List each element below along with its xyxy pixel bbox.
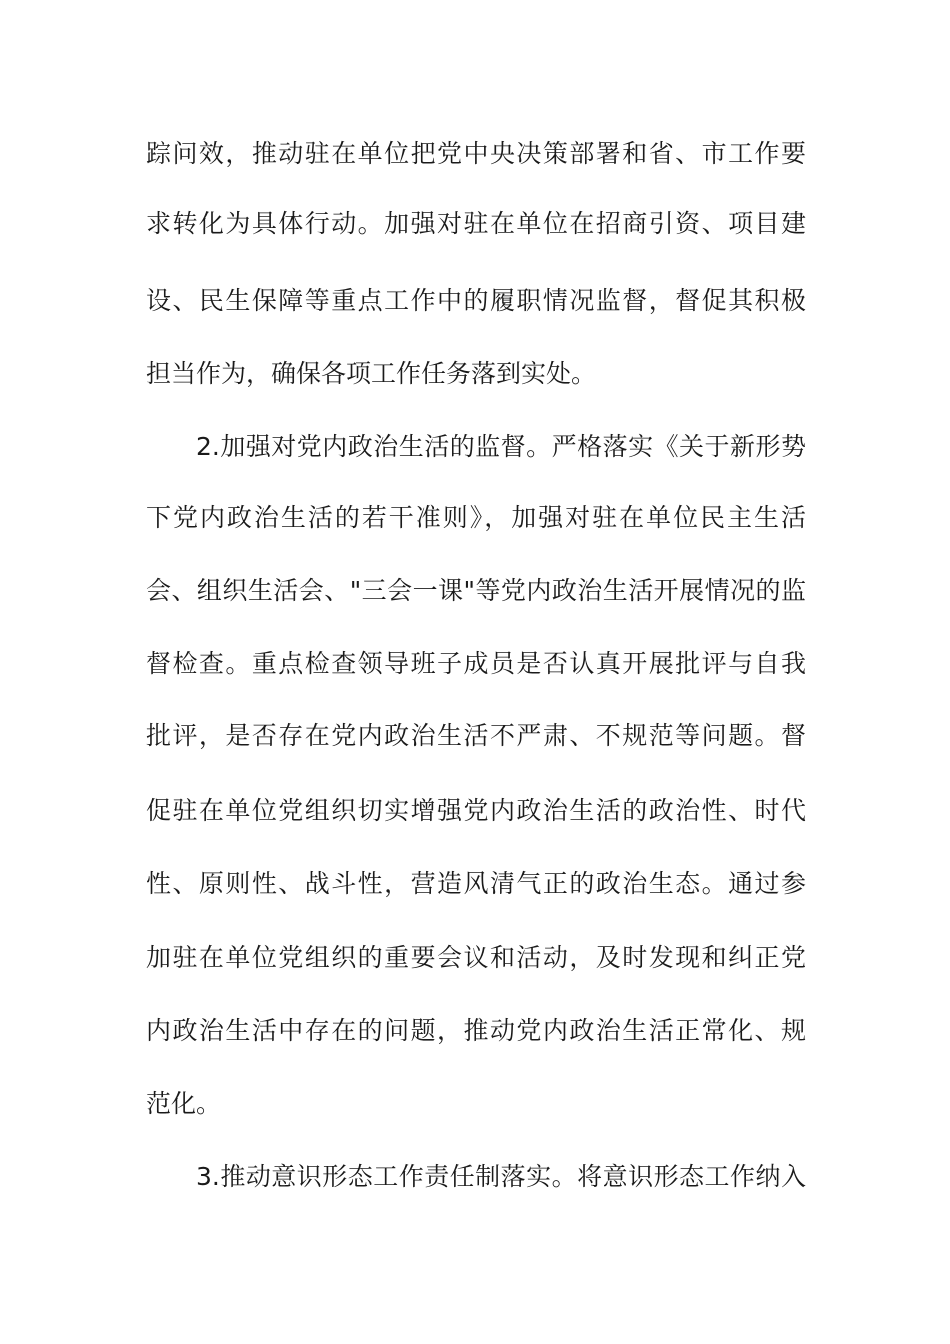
paragraph-2-first-line: 2.加强对党内政治生活的监督。严格落实《关于新形势 bbox=[196, 432, 806, 461]
text-line-3: 设、民生保障等重点工作中的履职情况监督，督促其积极 bbox=[146, 286, 806, 315]
text-line-7: 会、组织生活会、"三会一课"等党内政治生活开展情况的监 bbox=[146, 576, 806, 605]
text-line-4: 担当作为，确保各项工作任务落到实处。 bbox=[146, 359, 597, 388]
text-line-12: 加驻在单位党组织的重要会议和活动，及时发现和纠正党 bbox=[146, 943, 806, 972]
text-line-8: 督检查。重点检查领导班子成员是否认真开展批评与自我 bbox=[146, 649, 806, 678]
text-line-14: 范化。 bbox=[146, 1089, 222, 1118]
text-line-10: 促驻在单位党组织切实增强党内政治生活的政治性、时代 bbox=[146, 796, 806, 825]
text-line-11: 性、原则性、战斗性，营造风清气正的政治生态。通过参 bbox=[146, 869, 806, 898]
text-line-1: 踪问效，推动驻在单位把党中央决策部署和省、市工作要 bbox=[146, 139, 806, 168]
text-line-2: 求转化为具体行动。加强对驻在单位在招商引资、项目建 bbox=[146, 209, 806, 238]
text-line-13: 内政治生活中存在的问题，推动党内政治生活正常化、规 bbox=[146, 1016, 806, 1045]
paragraph-3-first-line: 3.推动意识形态工作责任制落实。将意识形态工作纳入 bbox=[196, 1162, 806, 1191]
text-line-9: 批评，是否存在党内政治生活不严肃、不规范等问题。督 bbox=[146, 721, 806, 750]
text-line-6: 下党内政治生活的若干准则》，加强对驻在单位民主生活 bbox=[146, 503, 806, 532]
